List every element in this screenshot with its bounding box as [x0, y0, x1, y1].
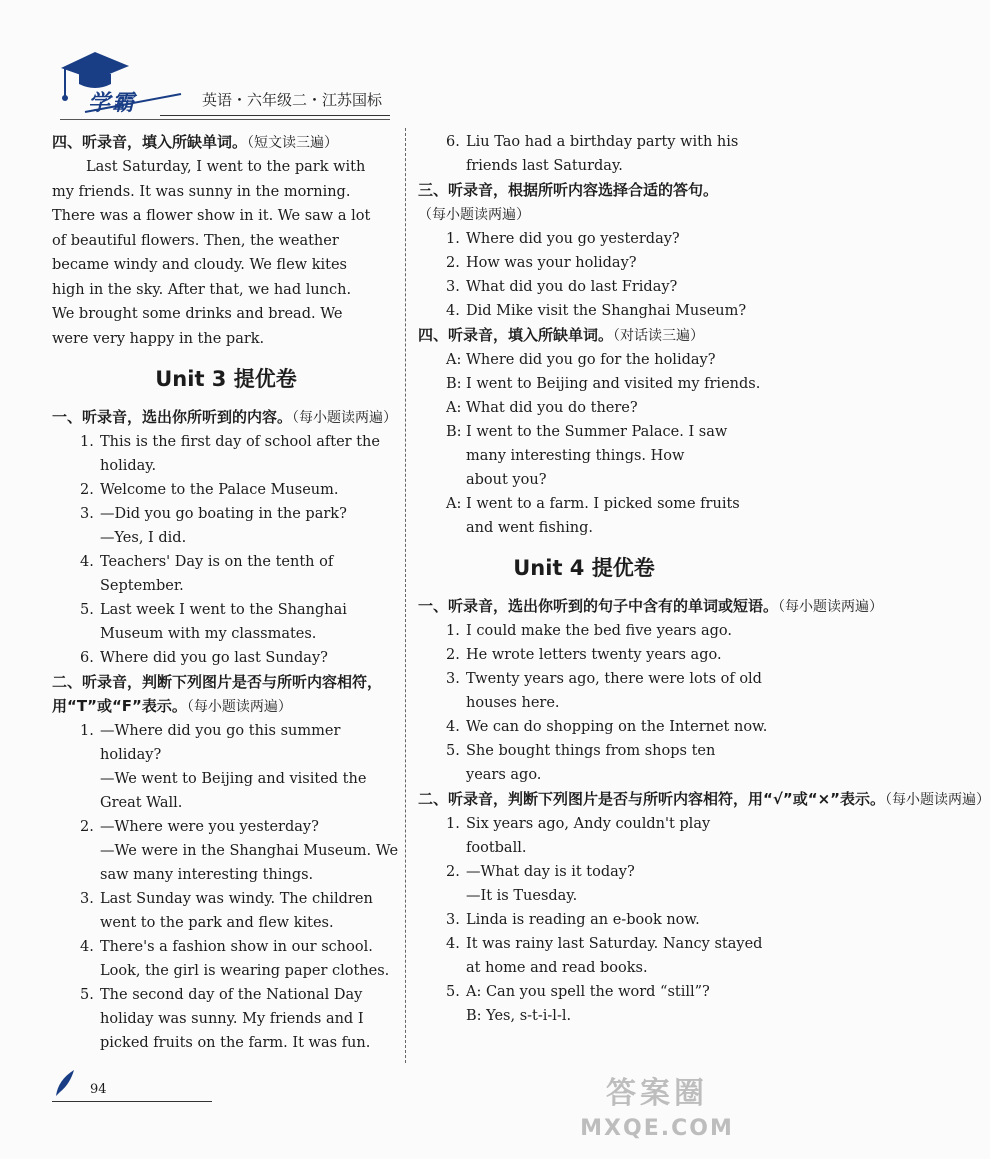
item-line: Last Sunday was windy. The children [100, 891, 373, 907]
passage-line: There was a flower show in it. We saw a lot [52, 208, 371, 224]
item-line: I went to a farm. I picked some fruits [466, 496, 740, 512]
item-line: —Where were you yesterday? [100, 819, 319, 835]
item-text [466, 643, 750, 667]
question-item [446, 812, 750, 860]
page-number: 94 [90, 1082, 107, 1097]
column-divider [405, 128, 406, 1063]
item-line: This is the first day of school after the [100, 434, 380, 450]
item-text [100, 478, 400, 502]
item-text [100, 646, 400, 670]
section-title: 二、听录音，判断下列图片是否与所听内容相符，用“T”或“F”表示。 [52, 673, 383, 715]
question-item [446, 372, 761, 396]
item-text [466, 812, 750, 860]
section-heading [52, 130, 400, 155]
passage-line: of beautiful flowers. Then, the weather [52, 232, 339, 249]
section-heading [418, 594, 884, 619]
item-line: friends last Saturday. [466, 158, 623, 174]
item-text [466, 251, 750, 275]
item-text [100, 502, 400, 550]
item-text [466, 932, 762, 980]
question-item [80, 550, 400, 598]
question-item [446, 275, 750, 299]
item-line: —Yes, I did. [100, 530, 187, 546]
item-line: There's a fashion show in our school. [100, 939, 373, 955]
question-list [52, 719, 400, 1055]
passage-line: Last Saturday, I went to the park with [86, 159, 366, 175]
item-text [100, 815, 400, 887]
question-item [446, 739, 750, 787]
brand-logo-text: 学霸 [88, 91, 137, 116]
item-number: 3. [446, 671, 460, 687]
item-number: B: [446, 376, 462, 392]
item-line: football. [466, 840, 527, 856]
item-line: I went to the Summer Palace. I saw [466, 424, 728, 440]
item-text [466, 739, 750, 787]
item-line: What did you do last Friday? [466, 279, 678, 295]
item-text [466, 130, 750, 178]
item-text [466, 908, 750, 932]
question-item [446, 715, 768, 739]
question-item [80, 646, 400, 670]
question-item [446, 251, 750, 275]
item-line: It was rainy last Saturday. Nancy stayed [466, 936, 763, 952]
question-item [80, 598, 400, 646]
item-text [100, 719, 400, 815]
section-note: （每小题读两遍） [418, 207, 530, 223]
item-line: Six years ago, Andy couldn't play [466, 816, 711, 832]
header-rule [160, 115, 390, 116]
question-item [446, 348, 750, 372]
item-number: 4. [80, 554, 94, 570]
item-line: I could make the bed five years ago. [466, 623, 732, 639]
item-line: —What day is it today? [466, 864, 635, 880]
item-line: about you? [466, 472, 547, 488]
item-number: 4. [446, 936, 460, 952]
question-item [446, 619, 750, 643]
right-column [418, 130, 990, 1028]
section-title: 一、听录音，选出你所听到的内容。 [52, 408, 293, 426]
item-line: holiday? [100, 747, 162, 763]
item-number: 2. [446, 255, 460, 271]
item-line: at home and read books. [466, 960, 648, 976]
item-text [466, 619, 750, 643]
item-number: 3. [446, 912, 460, 928]
question-item [80, 983, 400, 1055]
passage-line: my friends. It was sunny in the morning. [52, 183, 351, 200]
item-line: A: Can you spell the word “still”? [466, 984, 710, 1000]
section-note: （每小题读两遍） [292, 410, 398, 426]
section-title: 三、听录音，根据所听内容选择合适的答句。 [418, 181, 719, 199]
book-subject-title: 英语・六年级二・江苏国标 [202, 91, 383, 109]
item-number: 4. [446, 303, 460, 319]
passage [52, 155, 400, 351]
section-note: （每小题读两遍） [778, 599, 884, 615]
footer-rule [52, 1101, 212, 1102]
item-line: Last week I went to the Shanghai [100, 602, 347, 618]
question-item [446, 932, 763, 980]
item-text [466, 299, 750, 323]
passage-line: We brought some drinks and bread. We [52, 306, 343, 322]
feather-icon [52, 1068, 78, 1098]
item-number: A: [446, 496, 462, 512]
item-text [466, 227, 750, 251]
item-line: —Did you go boating in the park? [100, 506, 347, 522]
item-text [466, 420, 750, 492]
item-line: and went fishing. [466, 520, 593, 536]
item-text [100, 887, 400, 935]
item-line: Museum with my classmates. [100, 626, 317, 642]
item-line: Linda is reading an e-book now. [466, 912, 700, 928]
passage-line: became windy and cloudy. We flew kites [52, 257, 347, 273]
section-title: 四、听录音，填入所缺单词。 [52, 133, 248, 151]
item-line: Welcome to the Palace Museum. [100, 482, 339, 498]
item-line: He wrote letters twenty years ago. [466, 647, 722, 663]
question-item [80, 478, 400, 502]
passage-line: were very happy in the park. [52, 330, 265, 347]
item-line: Where did you go for the holiday? [466, 352, 716, 368]
item-text [466, 667, 762, 715]
item-line: went to the park and flew kites. [100, 915, 334, 931]
item-number: 3. [446, 279, 460, 295]
item-number: 2. [446, 864, 460, 880]
section-note: （每小题读两遍） [885, 792, 990, 808]
section-note: （短文读三遍） [247, 135, 339, 151]
question-item [446, 130, 750, 178]
item-line: —It is Tuesday. [466, 888, 578, 904]
section-heading [418, 178, 750, 202]
question-item [80, 935, 400, 983]
item-line: holiday was sunny. My friends and I [100, 1011, 364, 1027]
item-line: We can do shopping on the Internet now. [466, 719, 768, 735]
item-number: 4. [80, 939, 94, 955]
section-heading [418, 787, 990, 812]
item-text [100, 430, 400, 478]
item-line: houses here. [466, 695, 560, 711]
item-number: 2. [446, 647, 460, 663]
item-line: Twenty years ago, there were lots of old [466, 671, 762, 687]
item-number: 6. [446, 134, 460, 150]
section-note: （每小题读两遍） [186, 699, 292, 715]
section-title: 四、听录音，填入所缺单词。 [418, 326, 614, 344]
item-number: 4. [446, 719, 460, 735]
item-text [466, 860, 750, 908]
item-text [466, 980, 750, 1028]
question-item [80, 430, 400, 478]
item-line: What did you do there? [466, 400, 638, 416]
question-list [52, 430, 400, 670]
item-text [100, 983, 400, 1055]
item-line: Look, the girl is wearing paper clothes. [100, 963, 390, 979]
section-heading [52, 670, 400, 719]
item-number: 5. [446, 984, 460, 1000]
item-text [466, 372, 760, 396]
question-item [446, 396, 750, 420]
section-note: （对话读三遍） [613, 328, 705, 344]
item-line: years ago. [466, 767, 542, 783]
item-line: —Where did you go this summer [100, 723, 341, 739]
question-item [446, 299, 750, 323]
question-item [80, 719, 400, 815]
watermark-text: 答案圈 [606, 1076, 708, 1111]
page-header [0, 0, 750, 128]
item-number: 1. [446, 816, 460, 832]
question-list [418, 227, 750, 323]
item-number: 2. [80, 819, 94, 835]
question-list [418, 619, 768, 787]
item-text [466, 715, 767, 739]
item-text [100, 550, 400, 598]
item-line: I went to Beijing and visited my friends. [466, 376, 761, 392]
item-number: 1. [446, 231, 460, 247]
question-list [418, 812, 763, 1028]
passage-line: high in the sky. After that, we had lunch. [52, 281, 352, 298]
item-text [466, 492, 750, 540]
dialogue-list [418, 348, 761, 540]
question-item [446, 667, 762, 715]
item-text [466, 396, 750, 420]
item-line: —We went to Beijing and visited the [100, 771, 367, 787]
question-item [446, 643, 750, 667]
watermark-url: MXQE.COM [580, 1116, 734, 1141]
item-number: 1. [80, 434, 94, 450]
item-line: Where did you go last Sunday? [100, 650, 328, 666]
question-item [446, 492, 750, 540]
item-number: 6. [80, 650, 94, 666]
item-line: Great Wall. [100, 795, 183, 811]
question-item [446, 860, 750, 908]
question-list [418, 130, 750, 178]
section-heading [418, 202, 750, 227]
item-text [466, 348, 750, 372]
question-item [80, 502, 400, 550]
item-line: Teachers' Day is on the tenth of [100, 554, 334, 570]
left-column [52, 130, 400, 1055]
question-item [446, 420, 750, 492]
item-line: saw many interesting things. [100, 867, 314, 883]
watermark [566, 1074, 748, 1154]
item-text [100, 935, 400, 983]
item-line: September. [100, 578, 184, 594]
item-number: 1. [80, 723, 94, 739]
item-line: Did Mike visit the Shanghai Museum? [466, 303, 747, 319]
section-title: 二、听录音，判断下列图片是否与所听内容相符，用“√”或“×”表示。 [418, 790, 886, 808]
unit-title: Unit 4 提优卷 [513, 556, 655, 580]
item-line: —We were in the Shanghai Museum. We [100, 843, 399, 859]
item-number: 5. [80, 987, 94, 1003]
item-number: 5. [446, 743, 460, 759]
item-number: 2. [80, 482, 94, 498]
question-item [80, 887, 400, 935]
item-line: How was your holiday? [466, 255, 637, 271]
item-line: many interesting things. How [466, 448, 685, 464]
item-line: She bought things from shops ten [466, 743, 716, 759]
unit-title: Unit 3 提优卷 [155, 367, 297, 391]
item-number: A: [446, 352, 462, 368]
item-line: holiday. [100, 458, 157, 474]
section-heading [418, 323, 750, 348]
question-item [446, 227, 750, 251]
item-line: picked fruits on the farm. It was fun. [100, 1035, 371, 1051]
section-title: 一、听录音，选出你听到的句子中含有的单词或短语。 [418, 597, 779, 615]
question-item [446, 908, 750, 932]
section-heading [52, 405, 400, 430]
item-text [100, 598, 400, 646]
item-text [466, 275, 750, 299]
item-number: 1. [446, 623, 460, 639]
item-number: 5. [80, 602, 94, 618]
item-line: Where did you go yesterday? [466, 231, 680, 247]
item-line: The second day of the National Day [100, 987, 363, 1003]
item-number: B: [446, 424, 462, 440]
question-item [446, 980, 750, 1028]
item-number: 3. [80, 506, 94, 522]
item-number: 3. [80, 891, 94, 907]
item-number: A: [446, 400, 462, 416]
header-rule [60, 119, 390, 120]
question-item [80, 815, 400, 887]
item-line: Liu Tao had a birthday party with his [466, 134, 739, 150]
item-line: B: Yes, s-t-i-l-l. [466, 1008, 572, 1024]
